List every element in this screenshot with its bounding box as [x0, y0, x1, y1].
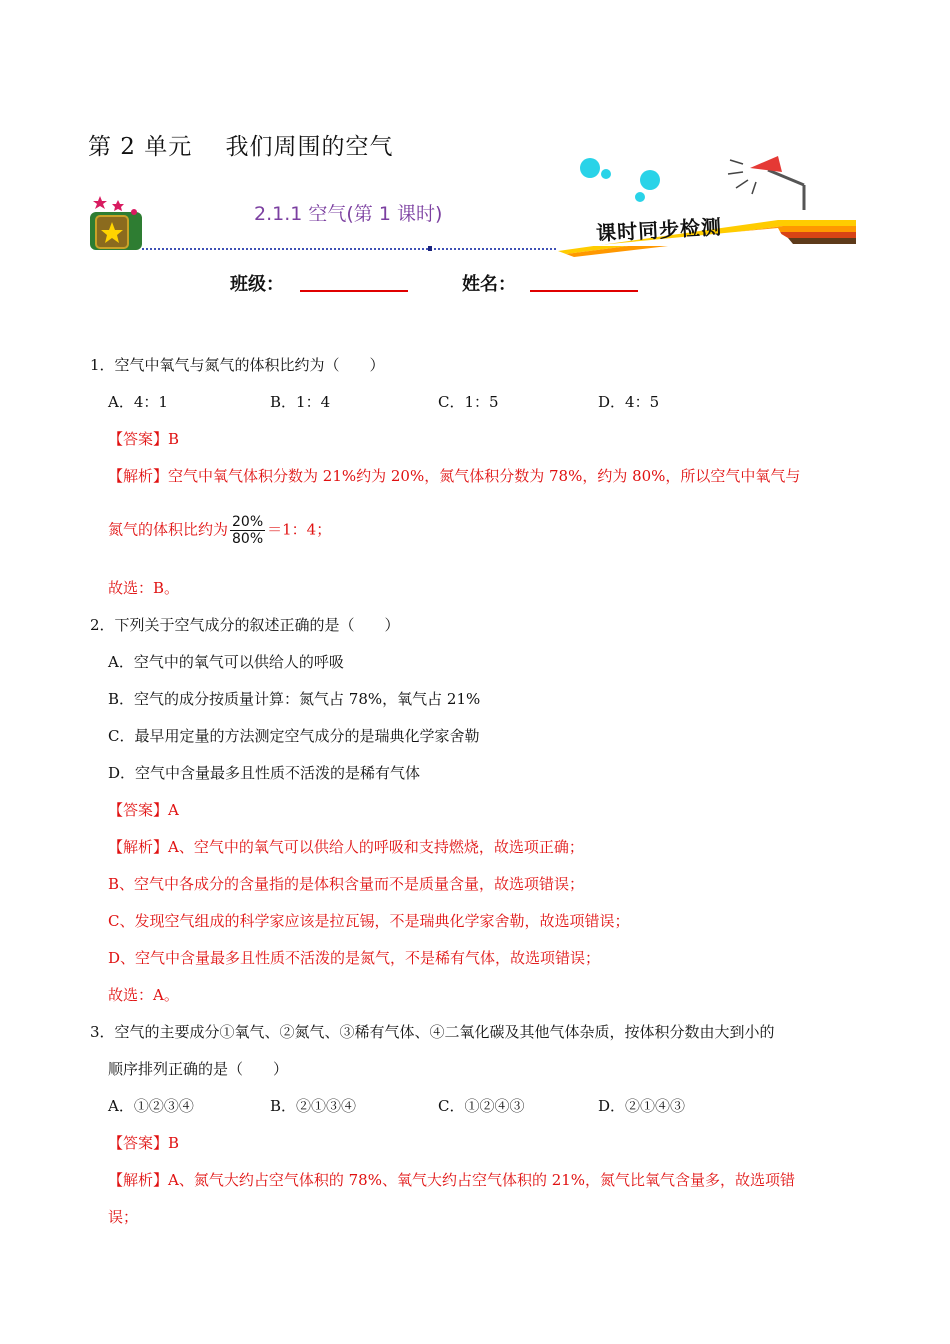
lesson-title: 2.1.1 空气(第 1 课时)	[254, 203, 443, 225]
option-d: D．空气中含量最多且性质不活泼的是稀有气体	[108, 764, 421, 782]
option-a: A．空气中的氧气可以供给人的呼吸	[108, 653, 344, 671]
option-b: B．1：4	[270, 393, 331, 411]
fraction-denominator: 80%	[232, 531, 264, 547]
question-3-analysis: 【解析】A、氮气大约占空气体积的 78%、氧气大约占空气体积的 21%，氮气比氧气含量多，故选项错	[108, 1171, 796, 1189]
name-label: 姓名：	[462, 274, 516, 295]
question-2-stem: 2．下列关于空气成分的叙述正确的是（ ）	[90, 616, 400, 634]
option-b: B．②①③④	[270, 1097, 357, 1115]
option-d: D．②①④③	[598, 1097, 686, 1115]
name-blank	[530, 290, 638, 292]
option-c: C．最早用定量的方法测定空气成分的是瑞典化学家舍勒	[108, 727, 480, 745]
fraction-numerator: 20%	[232, 514, 264, 530]
question-3-analysis-continued: 误；	[108, 1208, 139, 1226]
lamp-icon	[728, 156, 804, 210]
question-3-answer: 【答案】B	[108, 1134, 180, 1152]
class-label: 班级：	[230, 274, 284, 295]
question-3-stem-continued: 顺序排列正确的是（ ）	[108, 1060, 289, 1078]
option-c: C．1：5	[438, 393, 499, 411]
class-blank	[300, 290, 408, 292]
question-2-answer: 【答案】A	[108, 801, 179, 819]
question-1-analysis-fraction-line	[108, 514, 331, 547]
question-1-conclusion: 故选：B。	[108, 579, 180, 597]
question-1-stem: 1．空气中氧气与氮气的体积比约为（ ）	[90, 356, 385, 374]
question-3-stem: 3．空气的主要成分①氧气、②氮气、③稀有气体、④二氧化碳及其他气体杂质，按体积分数由大到小的	[90, 1023, 775, 1041]
analysis-text: ＝1：4；	[267, 520, 332, 539]
question-2-analysis-line: C、发现空气组成的科学家应该是拉瓦锡，不是瑞典化学家舍勒，故选项错误；	[108, 912, 630, 930]
question-2-analysis-line: B、空气中各成分的含量指的是体积含量而不是质量含量，故选项错误；	[108, 875, 585, 893]
question-2-analysis-line: 【解析】A、空气中的氧气可以供给人的呼吸和支持燃烧，故选项正确；	[108, 838, 584, 856]
lesson-banner	[88, 150, 856, 260]
banner-label: 课时同步检测	[595, 214, 723, 246]
analysis-text: 氮气的体积比约为	[108, 520, 229, 539]
question-1-answer: 【答案】B	[108, 430, 180, 448]
question-2-conclusion: 故选：A。	[108, 986, 179, 1004]
option-d: D．4：5	[598, 393, 660, 411]
option-a: A．4：1	[108, 393, 168, 411]
option-c: C．①②④③	[438, 1097, 525, 1115]
star-badge-icon	[90, 196, 142, 250]
question-2-analysis-line: D、空气中含量最多且性质不活泼的是氮气，不是稀有气体，故选项错误；	[108, 949, 601, 967]
fraction	[230, 514, 265, 547]
option-a: A．①②③④	[108, 1097, 194, 1115]
unit-title: 第 2 单元 我们周围的空气	[88, 134, 394, 160]
option-b: B．空气的成分按质量计算：氮气占 78%，氧气占 21%	[108, 690, 481, 708]
question-1-analysis: 【解析】空气中氧气体积分数为 21%约为 20%，氮气体积分数为 78%，约为 80%，所以空气中氧气与	[108, 467, 801, 485]
